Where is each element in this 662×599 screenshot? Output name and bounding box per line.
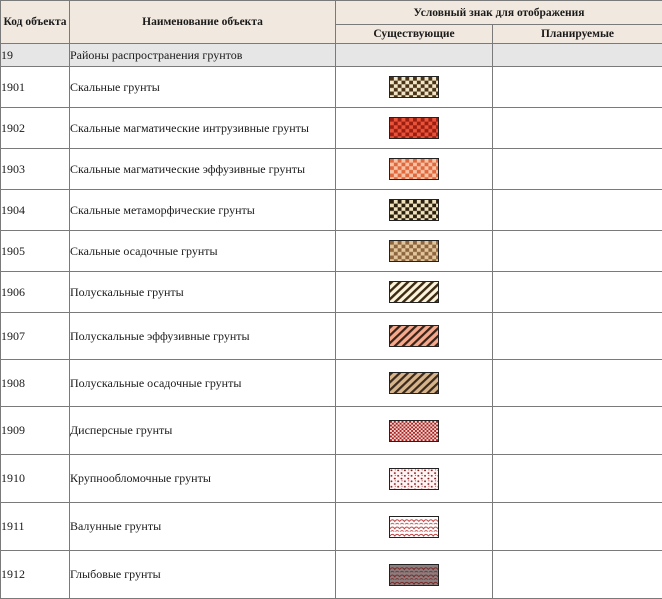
object-code: 1904: [1, 190, 70, 231]
object-name-cell: [70, 407, 336, 455]
object-name-cell: [70, 190, 336, 231]
legend-swatch: [389, 372, 439, 394]
planned-symbol-cell: [493, 190, 662, 231]
table-row: [1, 231, 662, 272]
object-code: 1910: [1, 455, 70, 503]
object-code: 1911: [1, 503, 70, 551]
object-name-cell: [70, 108, 336, 149]
section-planned-cell: [493, 44, 662, 67]
object-code: 1906: [1, 272, 70, 313]
legend-body: [1, 44, 662, 599]
existing-symbol-cell: [336, 67, 493, 108]
table-row: [1, 407, 662, 455]
header-symbol: Условный знак для отображения: [336, 1, 662, 25]
object-code: 1903: [1, 149, 70, 190]
legend-swatch: [389, 564, 439, 586]
section-existing-cell: [336, 44, 493, 67]
existing-symbol-cell: [336, 272, 493, 313]
table-row: [1, 455, 662, 503]
section-row: [1, 44, 662, 67]
planned-symbol-cell: [493, 149, 662, 190]
legend-swatch: [389, 240, 439, 262]
legend-swatch: [389, 199, 439, 221]
planned-symbol-cell: [493, 67, 662, 108]
object-name-cell: [70, 360, 336, 407]
existing-symbol-cell: [336, 108, 493, 149]
table-row: [1, 360, 662, 407]
object-name: Дисперсные грунты: [70, 423, 335, 438]
object-code: 1905: [1, 231, 70, 272]
table-row: [1, 551, 662, 599]
legend-swatch: [389, 420, 439, 442]
object-name-cell: [70, 149, 336, 190]
existing-symbol-cell: [336, 455, 493, 503]
planned-symbol-cell: [493, 360, 662, 407]
object-name: Полускальные эффузивные грунты: [70, 329, 335, 344]
planned-symbol-cell: [493, 455, 662, 503]
object-name: Валунные грунты: [70, 519, 335, 534]
table-row: [1, 272, 662, 313]
legend-swatch: [389, 281, 439, 303]
object-name: Скальные магматические эффузивные грунты: [70, 162, 335, 177]
object-name-cell: [70, 272, 336, 313]
object-name: Скальные грунты: [70, 80, 335, 95]
existing-symbol-cell: [336, 190, 493, 231]
legend-swatch: [389, 325, 439, 347]
section-name: Районы распространения грунтов: [70, 44, 336, 67]
table-row: [1, 67, 662, 108]
object-name: Глыбовые грунты: [70, 567, 335, 582]
header-code: Код объекта: [1, 1, 70, 44]
object-name-cell: [70, 231, 336, 272]
existing-symbol-cell: [336, 149, 493, 190]
object-code: 1912: [1, 551, 70, 599]
legend-swatch: [389, 76, 439, 98]
object-code: 1909: [1, 407, 70, 455]
object-name-cell: [70, 313, 336, 360]
legend-swatch: [389, 468, 439, 490]
object-name-cell: [70, 455, 336, 503]
header-name: Наименование объекта: [70, 1, 336, 44]
object-name-cell: [70, 67, 336, 108]
planned-symbol-cell: [493, 313, 662, 360]
table-row: [1, 149, 662, 190]
header-planned: Планируемые: [493, 25, 662, 44]
planned-symbol-cell: [493, 503, 662, 551]
existing-symbol-cell: [336, 360, 493, 407]
table-row: [1, 313, 662, 360]
legend-swatch: [389, 117, 439, 139]
existing-symbol-cell: [336, 551, 493, 599]
legend-swatch: [389, 516, 439, 538]
table-row: [1, 503, 662, 551]
object-name: Скальные осадочные грунты: [70, 244, 335, 259]
legend-swatch: [389, 158, 439, 180]
table-row: [1, 108, 662, 149]
object-name-cell: [70, 503, 336, 551]
planned-symbol-cell: [493, 231, 662, 272]
object-code: 1907: [1, 313, 70, 360]
object-name-cell: [70, 551, 336, 599]
existing-symbol-cell: [336, 407, 493, 455]
object-name: Полускальные осадочные грунты: [70, 376, 335, 391]
planned-symbol-cell: [493, 272, 662, 313]
object-name: Скальные метаморфические грунты: [70, 203, 335, 218]
planned-symbol-cell: [493, 551, 662, 599]
object-code: 1901: [1, 67, 70, 108]
planned-symbol-cell: [493, 407, 662, 455]
object-name: Крупнообломочные грунты: [70, 471, 335, 486]
object-code: 1908: [1, 360, 70, 407]
object-name: Полускальные грунты: [70, 285, 335, 300]
planned-symbol-cell: [493, 108, 662, 149]
object-code: 1902: [1, 108, 70, 149]
object-name: Скальные магматические интрузивные грунты: [70, 121, 335, 136]
existing-symbol-cell: [336, 503, 493, 551]
section-code: 19: [1, 44, 70, 67]
existing-symbol-cell: [336, 231, 493, 272]
header-existing: Существующие: [336, 25, 493, 44]
existing-symbol-cell: [336, 313, 493, 360]
table-row: [1, 190, 662, 231]
